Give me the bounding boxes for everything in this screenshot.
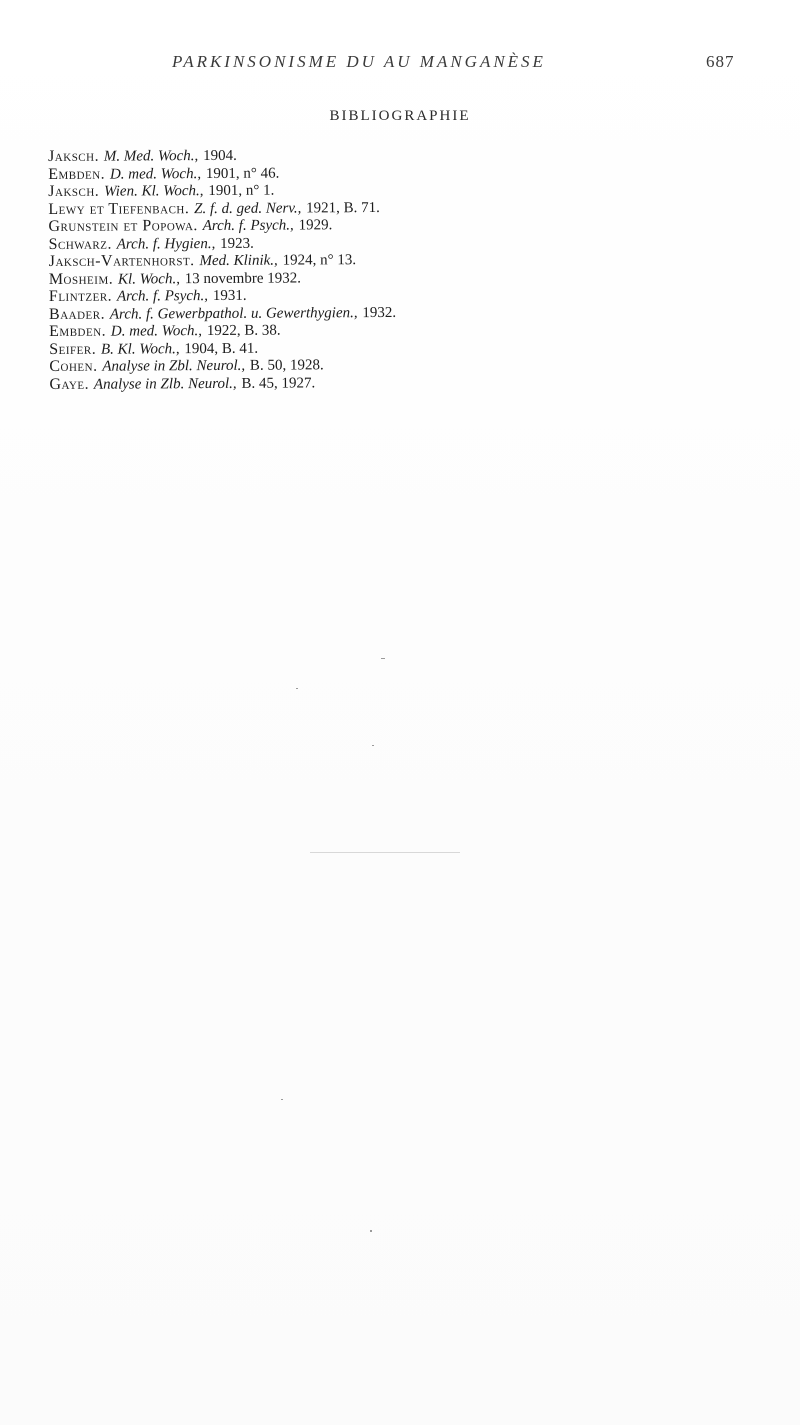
- entry-details: 1904, B. 41.: [184, 340, 259, 357]
- entry-details: 1929.: [298, 217, 333, 234]
- entry-details: 13 novembre 1932.: [184, 269, 302, 287]
- entry-journal: M. Med. Woch.,: [103, 148, 199, 165]
- entry-author: Lewy et Tiefenbach.: [48, 199, 190, 218]
- dust-speck: [372, 745, 374, 746]
- entry-details: 1901, n° 1.: [208, 182, 275, 200]
- entry-details: 1923.: [220, 235, 254, 252]
- entry-journal: Z. f. d. ged. Nerv.,: [194, 199, 302, 217]
- entry-details: 1932.: [362, 304, 397, 321]
- entry-journal: Arch. f. Psych.,: [116, 288, 209, 305]
- entry-details: B. 50, 1928.: [249, 357, 324, 374]
- entry-details: 1931.: [212, 287, 247, 304]
- entry-author: Jaksch.: [48, 182, 100, 200]
- entry-author: Seifer.: [49, 340, 97, 358]
- entry-journal: Arch. f. Gewerbpathol. u. Gewerthygien.,: [109, 304, 358, 323]
- entry-journal: Arch. f. Psych.,: [202, 217, 294, 235]
- dust-speck: [381, 658, 385, 659]
- entry-journal: Analyse in Zlb. Neurol.,: [93, 375, 237, 393]
- entry-journal: B. Kl. Woch.,: [100, 340, 180, 358]
- page-header: [0, 52, 800, 82]
- entry-journal: Analyse in Zbl. Neurol.,: [102, 357, 246, 375]
- entry-journal: D. med. Woch.,: [109, 165, 202, 183]
- dust-speck: [370, 1230, 372, 1232]
- entry-details: 1901, n° 46.: [205, 165, 280, 182]
- entry-details: 1921, B. 71.: [306, 199, 380, 216]
- entry-author: Jaksch.: [48, 147, 100, 165]
- entry-author: Schwarz.: [48, 235, 112, 253]
- entry-details: B. 45, 1927.: [241, 374, 316, 392]
- entry-author: Cohen.: [49, 357, 98, 375]
- entry-journal: Arch. f. Hygien.,: [116, 235, 216, 253]
- entry-journal: Wien. Kl. Woch.,: [104, 183, 204, 200]
- entry-journal: D. med. Woch.,: [110, 323, 203, 340]
- bibliography-list: [48, 144, 749, 393]
- entry-journal: Med. Klinik.,: [199, 252, 278, 270]
- entry-details: 1924, n° 13.: [282, 252, 357, 269]
- entry-author: Embden.: [48, 165, 106, 183]
- running-title: PARKINSONISME DU AU MANGANÈSE: [172, 52, 546, 71]
- entry-details: 1922, B. 38.: [206, 322, 281, 340]
- entry-details: 1904.: [203, 147, 237, 165]
- entry-author: Flintzer.: [48, 287, 113, 305]
- entry-author: Gaye.: [49, 375, 90, 393]
- entry-journal: Kl. Woch.,: [117, 270, 180, 288]
- entry-author: Grunstein et Popowa.: [48, 217, 198, 235]
- show-through-rule: [310, 852, 460, 853]
- entry-author: Mosheim.: [48, 270, 114, 288]
- entry-author: Embden.: [49, 322, 107, 340]
- dust-speck: [296, 688, 298, 689]
- dust-speck: [281, 1099, 283, 1100]
- entry-author: Baader.: [48, 305, 106, 323]
- section-title: BIBLIOGRAPHIE: [329, 108, 471, 124]
- entry-author: Jaksch-Vartenhorst.: [48, 252, 195, 270]
- page-number: 687: [706, 52, 735, 71]
